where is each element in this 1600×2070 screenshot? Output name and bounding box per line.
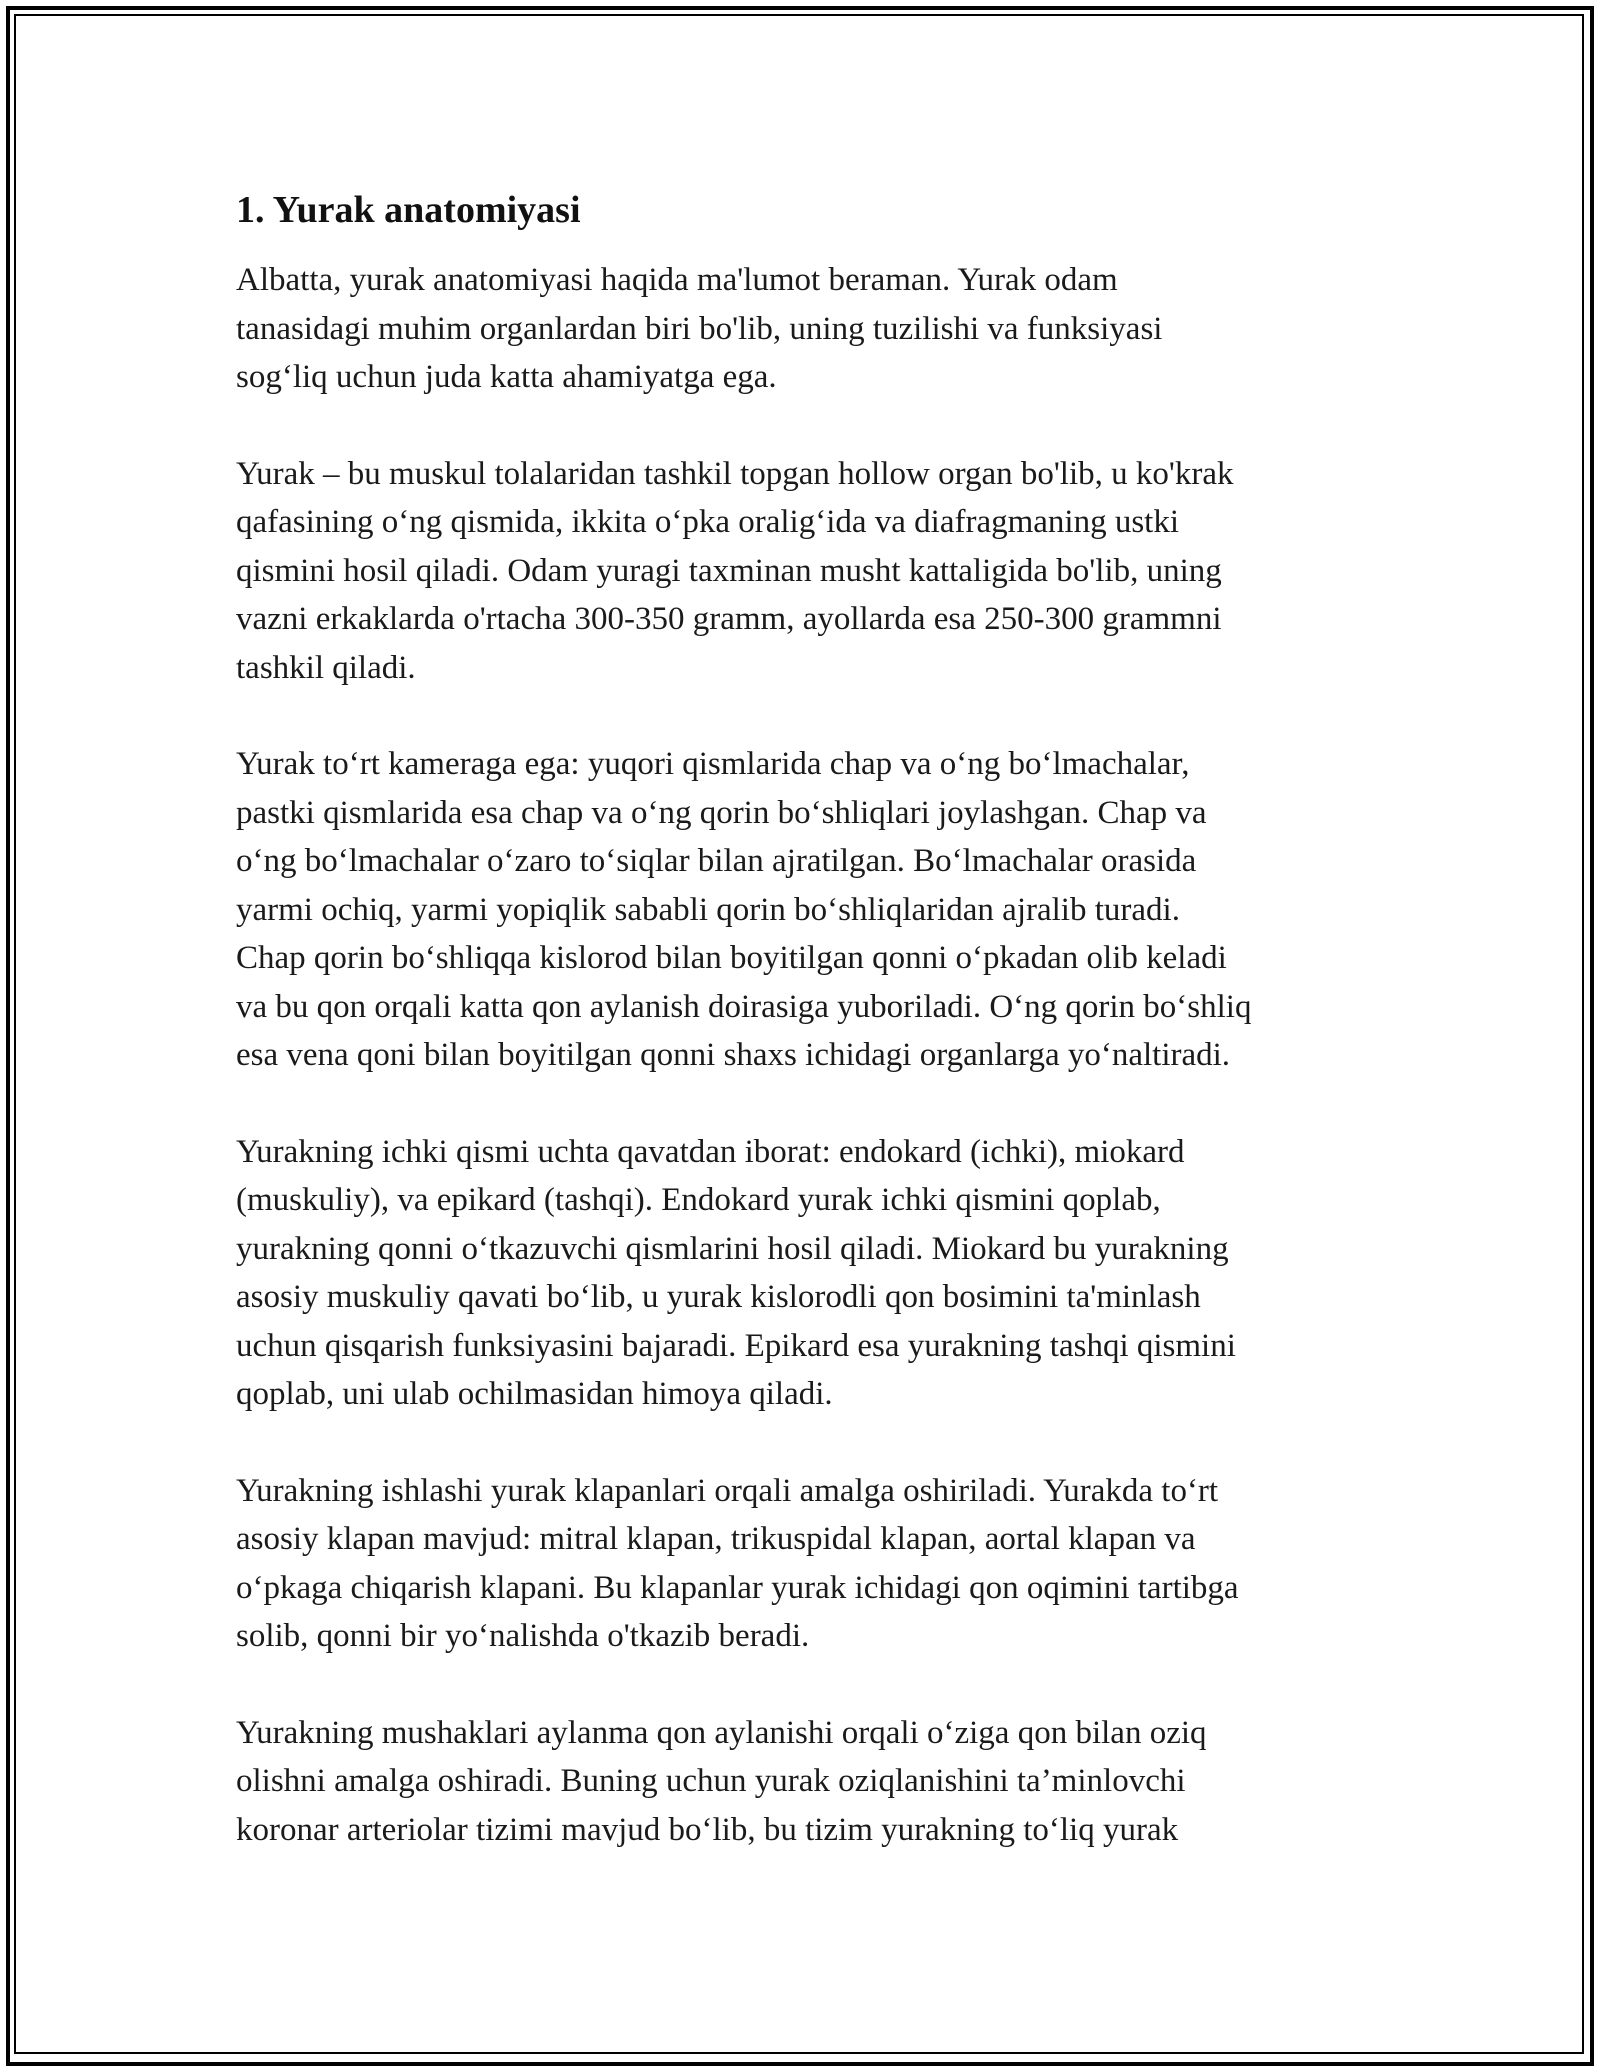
paragraph-5: [236, 1467, 1366, 1661]
text-line: va bu qon orqali katta qon aylanish doirasiga yuboriladi. O‘ng qorin bo‘shliq: [236, 988, 1252, 1025]
text-line: vazni erkaklarda o'rtacha 300-350 gramm, ayollarda esa 250-300 grammni: [236, 601, 1222, 637]
paragraph-4: [236, 1128, 1366, 1419]
text-line: solib, qonni bir yo‘nalishda o'tkazib beradi.: [236, 1618, 810, 1654]
text-line: olishni amalga oshiradi. Buning uchun yurak oziqlanishini ta’minlovchi: [236, 1763, 1186, 1799]
paragraph-2: [236, 450, 1366, 693]
text-line: asosiy klapan mavjud: mitral klapan, trikuspidal klapan, aortal klapan va: [236, 1521, 1196, 1557]
text-line: tashkil qiladi.: [236, 649, 416, 686]
text-line: qoplab, uni ulab ochilmasidan himoya qiladi.: [236, 1376, 833, 1412]
text-line: qismini hosil qiladi. Odam yuragi taxminan musht kattaligida bo'lib, uning: [236, 552, 1222, 589]
text-line: koronar arteriolar tizimi mavjud bo‘lib, bu tizim yurakning to‘liq yurak: [236, 1811, 1179, 1848]
text-line: sog‘liq uchun juda katta ahamiyatga ega.: [236, 359, 777, 395]
text-line: esa vena qoni bilan boyitilgan qonni shaxs ichidagi organlarga yo‘naltiradi.: [236, 1037, 1231, 1073]
text-line: Chap qorin bo‘shliqqa kislorod bilan boyitilgan qonni o‘pkadan olib keladi: [236, 940, 1227, 976]
paragraph-3: [236, 740, 1366, 1080]
text-line: o‘ng bo‘lmachalar o‘zaro to‘siqlar bilan ajratilgan. Bo‘lmachalar orasida: [236, 843, 1197, 879]
paragraph-6: [236, 1709, 1366, 1855]
paragraph-1: [236, 256, 1366, 402]
text-line: uchun qisqarish funksiyasini bajaradi. Epikard esa yurakning tashqi qismini: [236, 1327, 1236, 1364]
text-line: yurakning qonni o‘tkazuvchi qismlarini hosil qiladi. Miokard bu yurakning: [236, 1230, 1229, 1267]
text-line: pastki qismlarida esa chap va o‘ng qorin bo‘shliqlari joylashgan. Chap va: [236, 794, 1207, 831]
text-line: Yurakning ichki qismi uchta qavatdan iborat: endokard (ichki), miokard: [236, 1133, 1185, 1170]
text-line: Yurak to‘rt kameraga ega: yuqori qismlarida chap va o‘ng bo‘lmachalar,: [236, 746, 1190, 782]
text-line: tanasidagi muhim organlardan biri bo'lib, uning tuzilishi va funksiyasi: [236, 310, 1163, 347]
text-line: Albatta, yurak anatomiyasi haqida ma'lumot beraman. Yurak odam: [236, 262, 1118, 298]
text-line: Yurakning ishlashi yurak klapanlari orqali amalga oshiriladi. Yurakda to‘rt: [236, 1472, 1219, 1509]
document-body: [236, 186, 1366, 1902]
text-line: Yurakning mushaklari aylanma qon aylanishi orqali o‘ziga qon bilan oziq: [236, 1714, 1207, 1751]
section-heading: 1. Yurak anatomiyasi: [236, 189, 581, 231]
text-line: o‘pkaga chiqarish klapani. Bu klapanlar yurak ichidagi qon oqimini tartibga: [236, 1569, 1239, 1606]
text-line: asosiy muskuliy qavati bo‘lib, u yurak kislorodli qon bosimini ta'minlash: [236, 1279, 1201, 1315]
text-line: Yurak – bu muskul tolalaridan tashkil topgan hollow organ bo'lib, u ko'krak: [236, 455, 1234, 492]
text-line: qafasining o‘ng qismida, ikkita o‘pka oralig‘ida va diafragmaning ustki: [236, 504, 1180, 540]
text-line: yarmi ochiq, yarmi yopiqlik sababli qorin bo‘shliqlaridan ajralib turadi.: [236, 891, 1180, 928]
text-line: (muskuliy), va epikard (tashqi). Endokard yurak ichki qismini qoplab,: [236, 1182, 1161, 1218]
